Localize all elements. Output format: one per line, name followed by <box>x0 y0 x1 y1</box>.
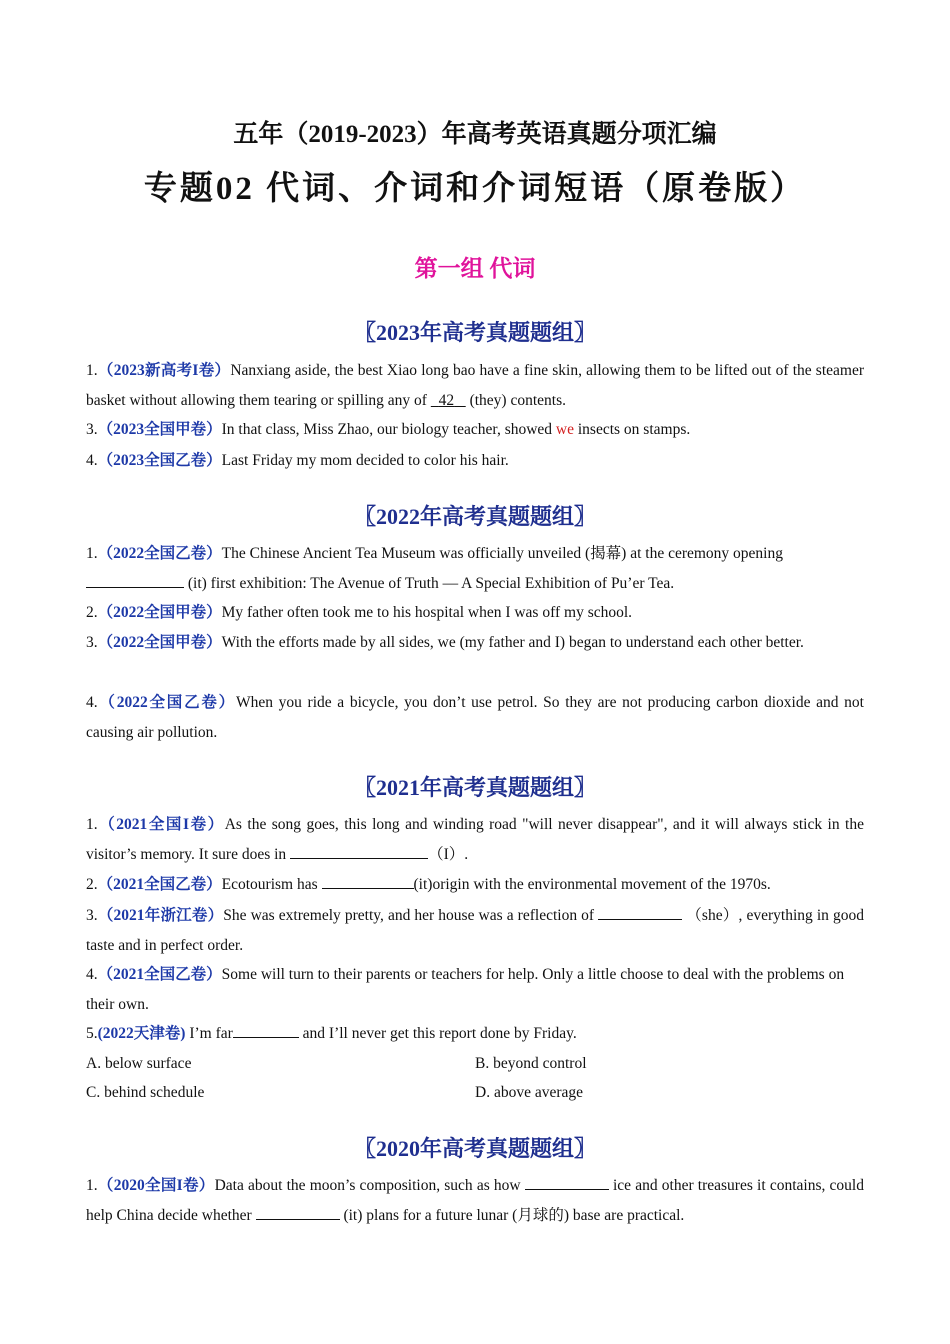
series-title: 五年（2019-2023）年高考英语真题分项汇编 <box>233 121 717 148</box>
question-source: （2023全国乙卷） <box>97 452 222 469</box>
answer-blank[interactable] <box>525 1172 609 1190</box>
question-2021-2: 2.（2021全国乙卷）Ecotourism has (it)origin with the environmental movement of the 1970s. <box>86 870 864 900</box>
answer-blank[interactable] <box>598 902 682 920</box>
option-d[interactable]: D. above average <box>475 1084 584 1101</box>
question-2021-1: 1.（2021全国I卷）As the song goes, this long and winding road "will never disappear", and it will always stick in the visitor’s memory. It sure does in （I）. <box>86 816 864 863</box>
question-2020-1: 1.（2020全国I卷）Data about the moon’s composition, such as how ice and other treasures it contains, could help China decide whether (it) plans for a future lunar (月球的) base are practical. <box>86 1171 864 1230</box>
option-a[interactable]: A. below surface <box>86 1055 192 1072</box>
question-source: （2021全国I卷） <box>97 816 225 833</box>
question-source: （2021全国乙卷） <box>97 876 222 893</box>
group-title: 第一组 代词 <box>414 256 536 281</box>
question-source: （2021全国乙卷） <box>97 966 222 983</box>
answer-blank[interactable] <box>290 841 428 859</box>
error-mark: we <box>555 421 574 438</box>
section-heading-2020: 〖2020年高考真题题组〗 <box>353 1136 596 1161</box>
section-heading-2021: 〖2021年高考真题题组〗 <box>353 775 596 800</box>
question-2022-4: 4.（2022全国乙卷）When you ride a bicycle, you don’t use petrol. So they are not producing carbon dioxide and not causing air pollution. <box>86 694 864 741</box>
question-2023-3: 3.（2023全国甲卷）In that class, Miss Zhao, our biology teacher, showed we insects on stamps. <box>86 421 691 438</box>
question-2022-1: 1.（2022全国乙卷）The Chinese Ancient Tea Museum was officially unveiled (揭幕) at the ceremony opening (it) first exhibition: The Avenue of Truth — A Special Exhibition of Pu’er Tea. <box>86 545 783 592</box>
answer-blank[interactable] <box>322 871 414 889</box>
question-2021-5: 5.(2022天津卷) I’m far and I’ll never get this report done by Friday. <box>86 1019 864 1049</box>
question-2022-2: 2.（2022全国甲卷）My father often took me to his hospital when I was off my school. <box>86 604 633 621</box>
question-source: （2022全国乙卷） <box>97 694 236 711</box>
question-source: （2020全国I卷） <box>97 1177 215 1194</box>
topic-title: 专题02 代词、介词和介词短语（原卷版） <box>143 171 807 207</box>
question-2021-3: 3.（2021年浙江卷）She was extremely pretty, and her house was a reflection of （she）, everything in good taste and in perfect order. <box>86 901 864 960</box>
answer-blank[interactable] <box>233 1020 299 1038</box>
question-source: （2023全国甲卷） <box>97 421 222 438</box>
option-c[interactable]: C. behind schedule <box>86 1084 205 1101</box>
answer-blank[interactable] <box>256 1202 340 1220</box>
question-2023-1: 1.（2023新高考I卷）Nanxiang aside, the best Xiao long bao have a fine skin, allowing them to be lifted out of the steamer basket without allowing them tearing or spilling any of 42 (they) contents. <box>86 362 864 409</box>
question-source: （2022全国甲卷） <box>97 604 222 621</box>
question-2021-4: 4.（2021全国乙卷）Some will turn to their parents or teachers for help. Only a little choose to deal with the problems on their own. <box>86 966 845 1013</box>
section-heading-2022: 〖2022年高考真题题组〗 <box>353 504 596 529</box>
question-2022-3: 3.（2022全国甲卷）With the efforts made by all sides, we (my father and I) began to understand each other better. <box>86 634 804 651</box>
question-source: （2023新高考I卷） <box>97 362 231 379</box>
question-source: （2022全国乙卷） <box>97 545 222 562</box>
question-source: （2021年浙江卷） <box>97 907 224 924</box>
question-2023-4: 4.（2023全国乙卷）Last Friday my mom decided to color his hair. <box>86 452 509 469</box>
answer-blank: 42 <box>438 391 455 409</box>
section-heading-2023: 〖2023年高考真题题组〗 <box>353 320 596 345</box>
question-source: (2022天津卷) <box>97 1025 186 1042</box>
question-source: （2022全国甲卷） <box>97 634 222 651</box>
answer-blank[interactable] <box>86 570 184 588</box>
option-b[interactable]: B. beyond control <box>475 1055 587 1072</box>
